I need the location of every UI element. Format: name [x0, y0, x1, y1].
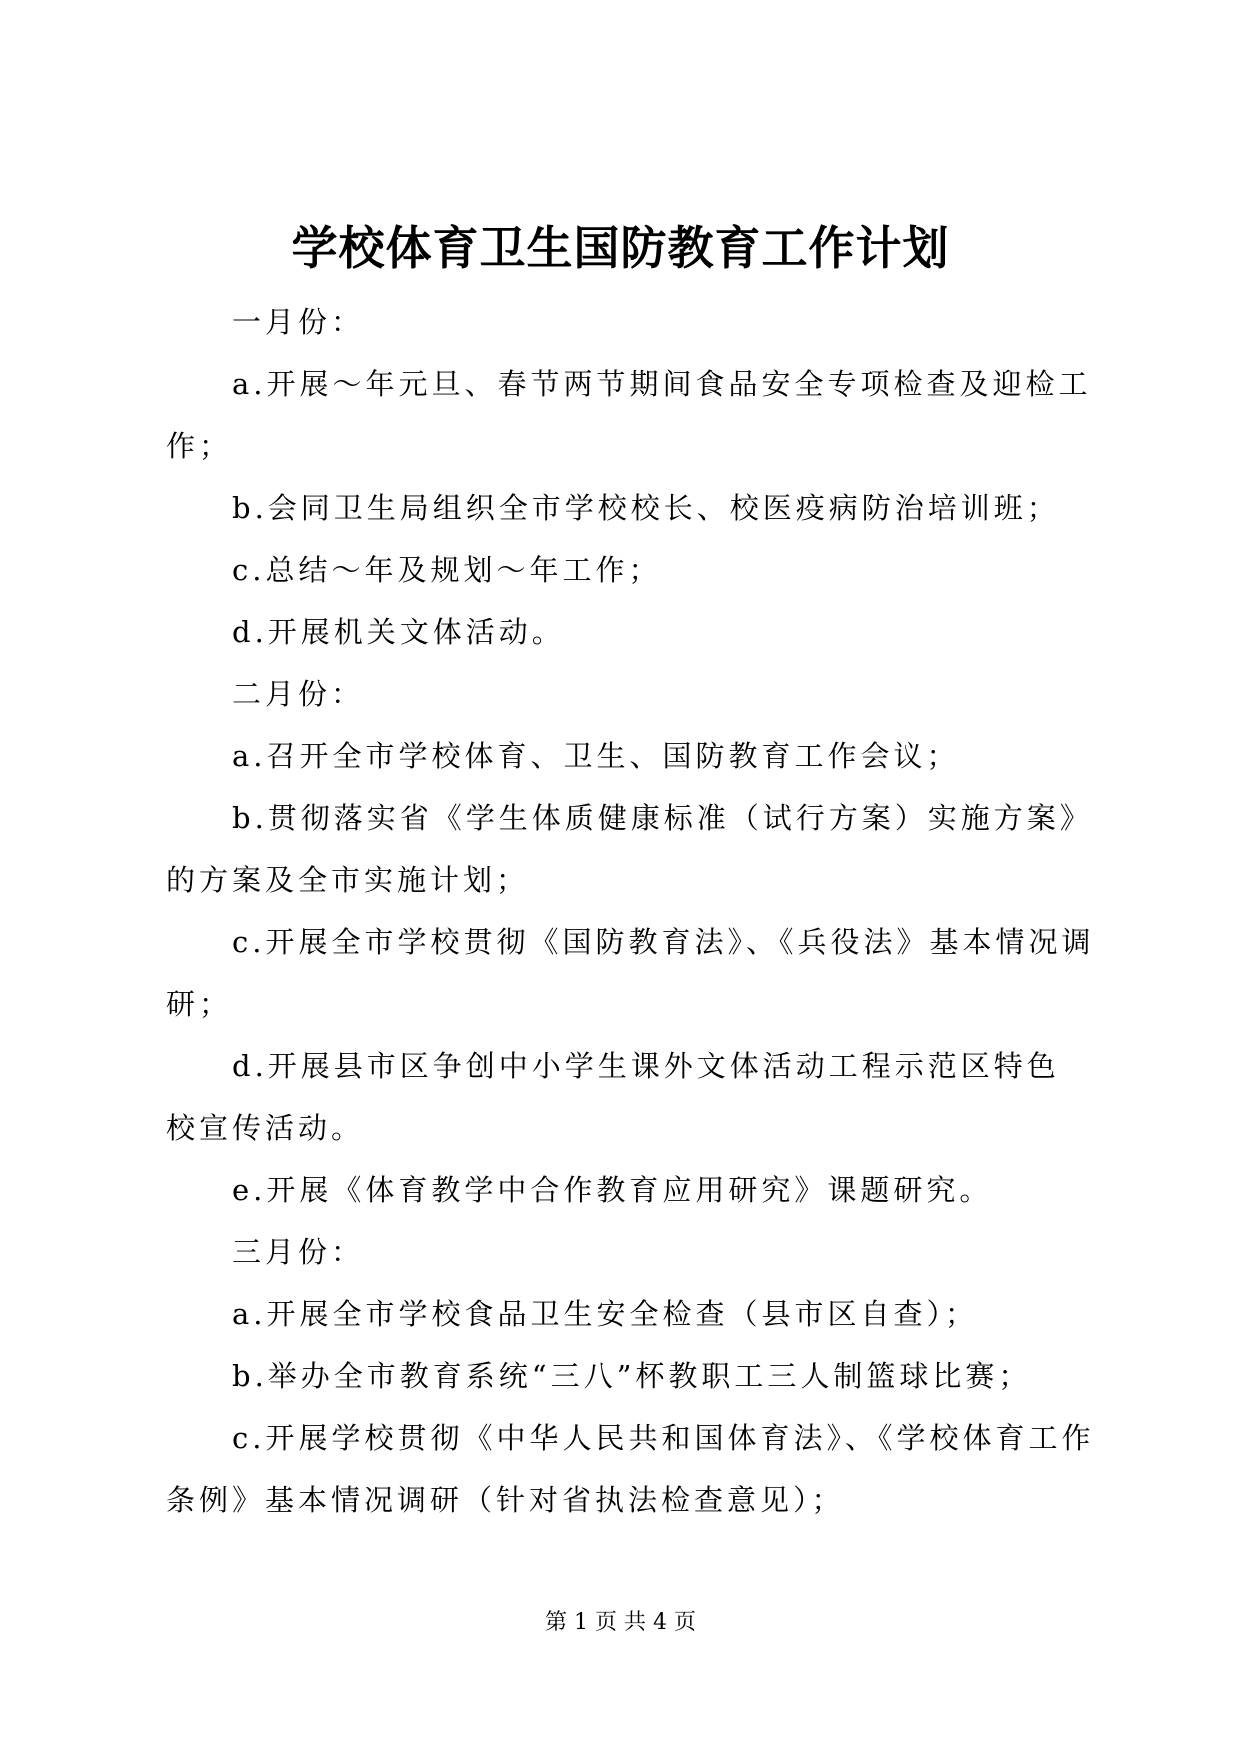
- paragraph-line: e.开展《体育教学中合作教育应用研究》课题研究。: [232, 1173, 993, 1207]
- paragraph-line: b.会同卫生局组织全市学校校长、校医疫病防治培训班；: [232, 491, 1060, 525]
- paragraph-line: a.召开全市学校体育、卫生、国防教育工作会议；: [232, 739, 960, 773]
- paragraph-line: b.贯彻落实省《学生体质健康标准（试行方案）实施方案》: [232, 801, 1093, 835]
- paragraph-line: a.开展全市学校食品卫生安全检查（县市区自查）；: [232, 1297, 979, 1331]
- paragraph-line: c.开展学校贯彻《中华人民共和国体育法》、《学校体育工作: [232, 1421, 1095, 1455]
- document-title: 学校体育卫生国防教育工作计划: [291, 221, 950, 275]
- paragraph-line: a.开展～年元旦、春节两节期间食品安全专项检查及迎检工: [232, 367, 1092, 401]
- paragraph-line: 校宣传活动。: [166, 1111, 365, 1145]
- paragraph-line: d.开展机关文体活动。: [232, 615, 565, 649]
- paragraph-line: 二月份：: [232, 677, 365, 711]
- paragraph-line: 研；: [166, 987, 233, 1021]
- document-body: [166, 291, 1096, 1531]
- paragraph-line: d.开展县市区争创中小学生课外文体活动工程示范区特色: [232, 1049, 1060, 1083]
- paragraph-line: 的方案及全市实施计划；: [166, 863, 530, 897]
- paragraph-line: b.举办全市教育系统“三八”杯教职工三人制篮球比赛；: [232, 1359, 1032, 1393]
- paragraph-line: 作；: [166, 429, 233, 463]
- paragraph-line: 一月份：: [232, 305, 365, 339]
- paragraph-line: 三月份：: [232, 1235, 365, 1269]
- paragraph-line: c.总结～年及规划～年工作；: [232, 553, 662, 587]
- paragraph-line: 条例》基本情况调研（针对省执法检查意见）；: [166, 1483, 845, 1517]
- paragraph-line: c.开展全市学校贯彻《国防教育法》、《兵役法》基本情况调: [232, 925, 1095, 959]
- page-number-footer: 第 1 页 共 4 页: [545, 1610, 696, 1635]
